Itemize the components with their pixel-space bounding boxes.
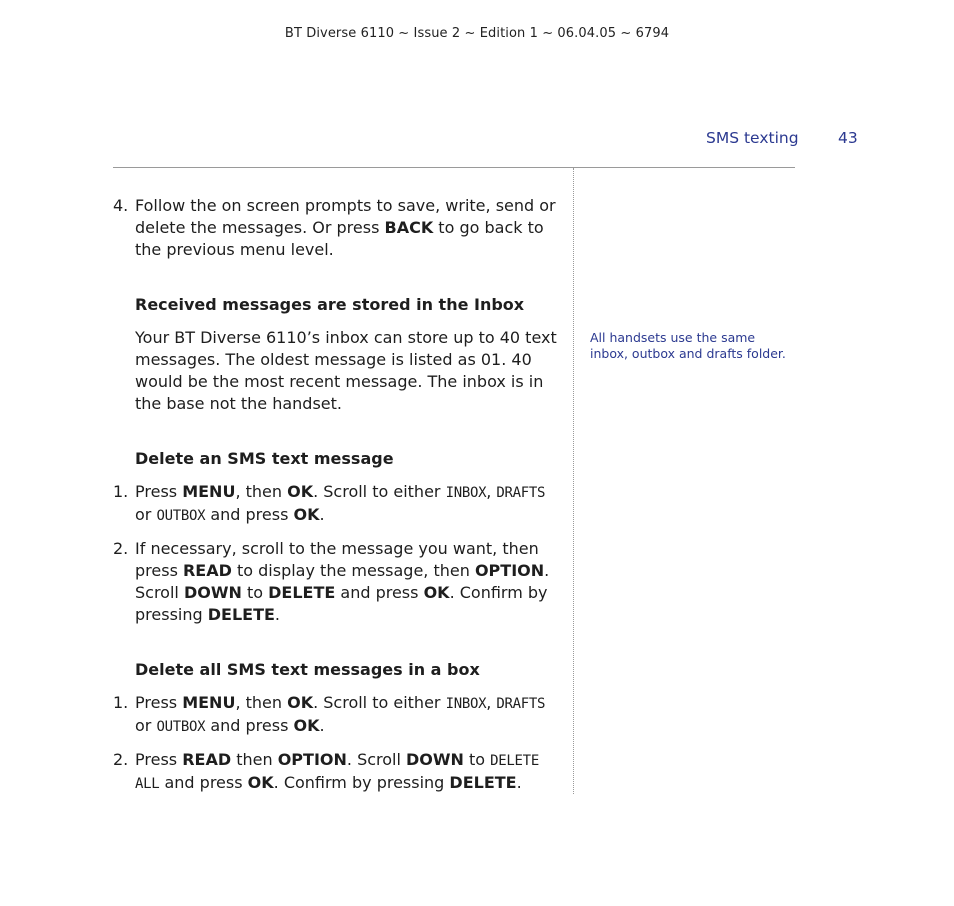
- key-read: READ: [182, 750, 232, 769]
- key-read: READ: [182, 561, 232, 580]
- key-down: DOWN: [406, 750, 464, 769]
- main-column: [113, 195, 559, 795]
- display-delete-all: DELETE ALL: [135, 753, 539, 792]
- text: then: [231, 750, 278, 769]
- key-down: DOWN: [183, 583, 242, 602]
- key-delete: DELETE: [268, 583, 336, 602]
- step-text: [135, 538, 559, 626]
- text: Press: [135, 750, 183, 769]
- display-inbox: INBOX: [445, 696, 487, 712]
- key-menu: MENU: [182, 693, 236, 712]
- text: Press: [135, 482, 183, 501]
- delete-message-heading: Delete an SMS text message: [135, 449, 394, 468]
- text: . Scroll to either: [313, 482, 446, 501]
- text: or: [135, 505, 157, 524]
- text: Follow the on screen prompts to save, write, send or delete the messages. Or press: [135, 196, 556, 237]
- print-header: BT Diverse 6110 ~ Issue 2 ~ Edition 1 ~ 06.04.05 ~ 6794: [284, 26, 670, 41]
- text: to go back to the previous menu level.: [135, 218, 544, 259]
- text: and press: [205, 716, 294, 735]
- key-menu: MENU: [182, 482, 236, 501]
- key-delete: DELETE: [449, 773, 517, 792]
- key-ok: OK: [287, 482, 314, 501]
- inbox-heading: Received messages are stored in the Inbox: [135, 295, 525, 314]
- key-ok: OK: [293, 505, 320, 524]
- inbox-paragraph: Your BT Diverse 6110’s inbox can store up to 40 text messages. The oldest message is listed as 01. 40 would be the most recent message. The inbox is in the base not the handset.: [135, 328, 557, 413]
- delete-message-step-2: [113, 538, 559, 626]
- step-number: 1.: [113, 482, 129, 501]
- column-divider: [573, 168, 574, 794]
- text: . Confirm by pressing: [273, 773, 450, 792]
- side-note: All handsets use the same inbox, outbox and drafts folder.: [590, 330, 786, 361]
- key-option: OPTION: [474, 561, 545, 580]
- text: to: [463, 750, 491, 769]
- step-number: 1.: [113, 693, 129, 712]
- step-number: 4.: [113, 196, 129, 215]
- text: .: [319, 505, 325, 524]
- step-text: [135, 749, 559, 795]
- text: If necessary, scroll to the message you want, then press: [135, 539, 539, 580]
- key-option: OPTION: [277, 750, 347, 769]
- text: , then: [235, 693, 288, 712]
- display-drafts: DRAFTS: [496, 696, 546, 712]
- delete-all-heading: Delete all SMS text messages in a box: [135, 660, 480, 679]
- text: to: [241, 583, 269, 602]
- text: , then: [235, 482, 288, 501]
- text: to display the message, then: [231, 561, 475, 580]
- step-text: [135, 481, 559, 527]
- display-outbox: OUTBOX: [156, 719, 206, 735]
- step-number: 2.: [113, 539, 129, 558]
- section-title: SMS texting: [706, 129, 799, 147]
- header-rule: [113, 167, 795, 168]
- text: . Scroll to either: [313, 693, 446, 712]
- key-back: BACK: [384, 218, 434, 237]
- page-number: 43: [838, 129, 858, 147]
- text: .: [274, 605, 281, 624]
- text: . Scroll: [135, 561, 550, 602]
- display-drafts: DRAFTS: [496, 485, 546, 501]
- text: Press: [135, 693, 183, 712]
- step-number: 2.: [113, 750, 129, 769]
- text: ,: [486, 482, 497, 501]
- key-delete: DELETE: [207, 605, 275, 624]
- display-inbox: INBOX: [445, 485, 487, 501]
- text: .: [516, 773, 522, 792]
- text: . Confirm by pressing: [135, 583, 548, 624]
- key-ok: OK: [423, 583, 450, 602]
- text: and press: [335, 583, 424, 602]
- delete-all-step-2: [113, 749, 559, 795]
- delete-all-step-1: [113, 692, 559, 738]
- key-ok: OK: [247, 773, 274, 792]
- text: ,: [486, 693, 497, 712]
- text: and press: [205, 505, 294, 524]
- key-ok: OK: [293, 716, 320, 735]
- text: . Scroll: [346, 750, 407, 769]
- step-4: [113, 195, 559, 261]
- display-outbox: OUTBOX: [156, 508, 206, 524]
- step-text: [135, 195, 559, 261]
- text: or: [135, 716, 157, 735]
- key-ok: OK: [287, 693, 314, 712]
- step-text: [135, 692, 559, 738]
- text: and press: [159, 773, 248, 792]
- text: .: [319, 716, 325, 735]
- delete-message-step-1: [113, 481, 559, 527]
